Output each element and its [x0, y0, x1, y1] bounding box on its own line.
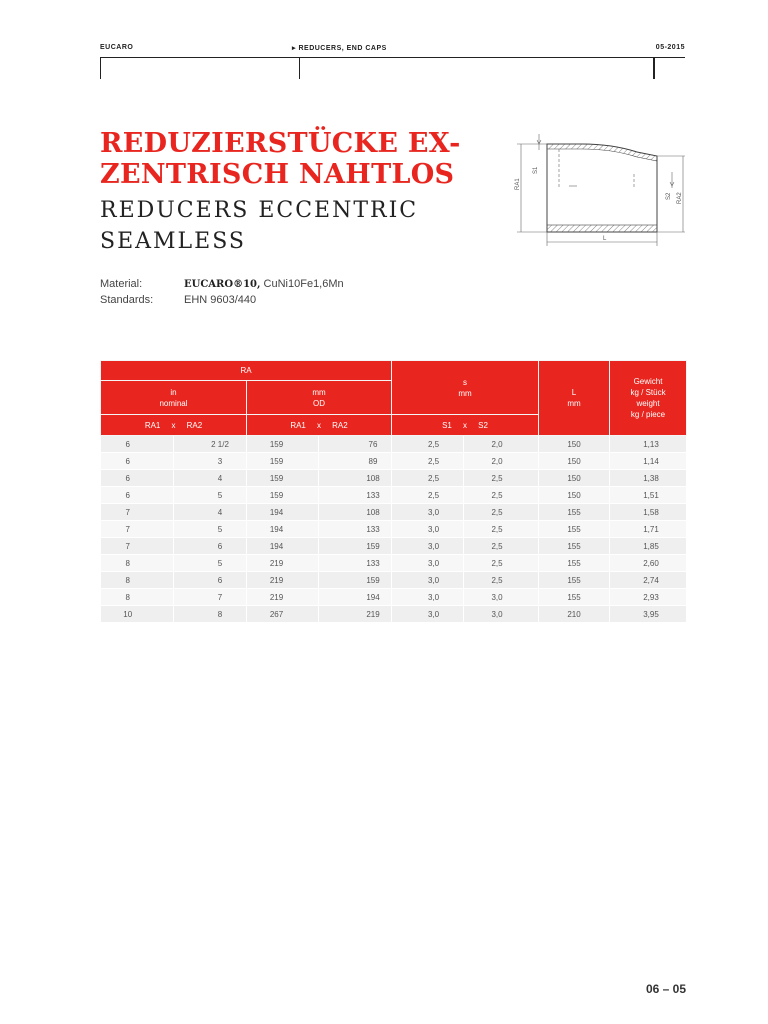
- cell-length: 155: [539, 504, 610, 521]
- cell-s2: 2,0: [464, 453, 539, 470]
- header-date: 05-2015: [655, 44, 685, 51]
- title-german: [100, 128, 461, 190]
- cell-s2: 2,5: [464, 470, 539, 487]
- title-german-line2: ZENTRISCH NAHTLOS: [100, 159, 455, 190]
- cell-weight: 1,13: [610, 436, 687, 453]
- cell-ra1-mm: 194: [247, 504, 319, 521]
- cell-length: 150: [539, 487, 610, 504]
- cell-s2: 2,5: [464, 538, 539, 555]
- cell-ra2-inch: 8: [174, 606, 247, 623]
- spec-table-body: [101, 436, 687, 623]
- cell-s2: 3,0: [464, 589, 539, 606]
- header-l-line2: mm: [567, 399, 581, 408]
- material-brand: EUCARO®10,: [184, 279, 261, 290]
- cell-ra2-mm: 194: [319, 589, 392, 606]
- reducer-spec-table: [100, 360, 687, 623]
- cell-s1: 2,5: [392, 487, 464, 504]
- material-value: CuNi10Fe1,6Mn: [263, 278, 344, 290]
- cell-ra2-inch: 7: [174, 589, 247, 606]
- cell-ra1-inch: 8: [101, 589, 174, 606]
- cell-ra2-mm: 108: [319, 470, 392, 487]
- header-tick-right: [653, 57, 655, 79]
- subheader-s: [392, 415, 539, 436]
- cell-ra2-inch: 5: [174, 487, 247, 504]
- cell-length: 155: [539, 572, 610, 589]
- reducer-technical-drawing: [507, 128, 693, 250]
- cell-ra2-mm: 133: [319, 555, 392, 572]
- cell-s1: 2,5: [392, 453, 464, 470]
- table-row: [101, 589, 687, 606]
- table-row: [101, 453, 687, 470]
- triangle-bullet-icon: ▸: [292, 45, 297, 52]
- cell-ra1-inch: 6: [101, 470, 174, 487]
- subheader-in-ra: [101, 415, 247, 436]
- header-in-line1: in: [170, 387, 177, 397]
- table-row: [101, 436, 687, 453]
- cell-length: 155: [539, 589, 610, 606]
- cell-ra1-mm: 267: [247, 606, 319, 623]
- cell-s2: 2,5: [464, 555, 539, 572]
- cell-s2: 2,0: [464, 436, 539, 453]
- subheader-ra2: RA2: [186, 420, 203, 430]
- cell-ra2-mm: 108: [319, 504, 392, 521]
- subheader-x: x: [463, 420, 467, 430]
- cell-length: 155: [539, 521, 610, 538]
- subheader-s1: S1: [442, 420, 452, 430]
- label-s1: S1: [533, 166, 539, 174]
- cell-weight: 1,14: [610, 453, 687, 470]
- cell-s1: 3,0: [392, 572, 464, 589]
- cell-ra2-inch: 5: [174, 521, 247, 538]
- cell-ra2-inch: 2 1/2: [174, 436, 247, 453]
- cell-ra1-inch: 7: [101, 538, 174, 555]
- subheader-s2: S2: [478, 420, 488, 430]
- cell-s2: 2,5: [464, 487, 539, 504]
- cell-ra1-mm: 219: [247, 572, 319, 589]
- cell-s1: 2,5: [392, 436, 464, 453]
- standards-line: [100, 294, 256, 306]
- label-ra1: RA1: [515, 178, 521, 190]
- header-s-line1: s: [463, 377, 467, 387]
- cell-ra1-inch: 6: [101, 453, 174, 470]
- standards-value: EHN 9603/440: [184, 294, 257, 306]
- header-brand: EUCARO: [100, 44, 134, 51]
- cell-ra2-mm: 159: [319, 572, 392, 589]
- table-row: [101, 504, 687, 521]
- header-section: [292, 44, 387, 52]
- label-s2: S2: [666, 192, 672, 200]
- cell-s2: 2,5: [464, 572, 539, 589]
- header-ra: RA: [101, 361, 392, 381]
- cell-s1: 3,0: [392, 521, 464, 538]
- table-row: [101, 555, 687, 572]
- cell-s1: 3,0: [392, 538, 464, 555]
- cell-ra1-inch: 7: [101, 504, 174, 521]
- cell-weight: 1,38: [610, 470, 687, 487]
- table-row: [101, 606, 687, 623]
- cell-s1: 3,0: [392, 606, 464, 623]
- header-rule: [100, 57, 685, 58]
- cell-length: 150: [539, 453, 610, 470]
- cell-ra1-inch: 8: [101, 555, 174, 572]
- cell-ra1-inch: 6: [101, 436, 174, 453]
- cell-weight: 1,58: [610, 504, 687, 521]
- cell-ra2-mm: 76: [319, 436, 392, 453]
- cell-s1: 3,0: [392, 504, 464, 521]
- cell-ra2-inch: 4: [174, 470, 247, 487]
- standards-label: Standards:: [100, 294, 154, 306]
- title-english: [100, 195, 418, 257]
- table-row: [101, 521, 687, 538]
- table-row: [101, 572, 687, 589]
- title-english-line1: REDUCERS ECCENTRIC: [100, 198, 419, 223]
- cell-weight: 2,60: [610, 555, 687, 572]
- cell-s1: 2,5: [392, 470, 464, 487]
- cell-ra2-inch: 3: [174, 453, 247, 470]
- cell-ra1-inch: 7: [101, 521, 174, 538]
- cell-ra2-mm: 159: [319, 538, 392, 555]
- cell-length: 150: [539, 470, 610, 487]
- cell-s2: 3,0: [464, 606, 539, 623]
- header-tick-left: [100, 57, 101, 79]
- cell-ra1-mm: 194: [247, 538, 319, 555]
- subheader-ra1: RA1: [290, 420, 306, 430]
- cell-ra1-mm: 219: [247, 589, 319, 606]
- cell-ra2-mm: 133: [319, 487, 392, 504]
- cell-weight: 3,95: [610, 606, 687, 623]
- material-label: Material:: [100, 278, 143, 290]
- subheader-ra1: RA1: [144, 420, 161, 430]
- cell-ra1-mm: 159: [247, 470, 319, 487]
- cell-s1: 3,0: [392, 555, 464, 572]
- cell-ra1-inch: 10: [101, 606, 174, 623]
- cell-ra2-mm: 133: [319, 521, 392, 538]
- cell-length: 155: [539, 538, 610, 555]
- subheader-x: x: [317, 420, 321, 430]
- cell-length: 155: [539, 555, 610, 572]
- cell-ra1-mm: 219: [247, 555, 319, 572]
- cell-ra2-mm: 89: [319, 453, 392, 470]
- table-row: [101, 538, 687, 555]
- cell-ra2-inch: 5: [174, 555, 247, 572]
- page-number: 06 – 05: [645, 982, 686, 996]
- header-weight-line2: kg / Stück: [630, 388, 666, 397]
- table-row: [101, 487, 687, 504]
- cell-ra1-inch: 6: [101, 487, 174, 504]
- table-row: [101, 470, 687, 487]
- cell-ra2-inch: 6: [174, 538, 247, 555]
- title-german-line1: REDUZIERSTÜCKE EX-: [100, 128, 461, 159]
- cell-weight: 1,51: [610, 487, 687, 504]
- cell-s2: 2,5: [464, 504, 539, 521]
- header-in-line2: nominal: [159, 398, 188, 408]
- cell-length: 210: [539, 606, 610, 623]
- subheader-x: x: [171, 420, 176, 430]
- cell-ra1-mm: 159: [247, 487, 319, 504]
- header-mm-line2: OD: [313, 398, 325, 408]
- cell-ra1-mm: 159: [247, 453, 319, 470]
- header-weight-line1: Gewicht: [633, 377, 663, 386]
- cell-ra2-inch: 4: [174, 504, 247, 521]
- header-l-line1: L: [571, 388, 577, 397]
- label-l: L: [603, 236, 607, 242]
- header-section-label: REDUCERS, END CAPS: [298, 45, 387, 52]
- header-mm-od: [247, 381, 392, 415]
- cell-ra2-mm: 219: [319, 606, 392, 623]
- cell-ra1-mm: 194: [247, 521, 319, 538]
- header-weight: [610, 361, 687, 436]
- cell-ra1-inch: 8: [101, 572, 174, 589]
- cell-ra1-mm: 159: [247, 436, 319, 453]
- cell-s2: 2,5: [464, 521, 539, 538]
- header-s-line2: mm: [458, 388, 472, 398]
- header-mm-line1: mm: [312, 387, 326, 397]
- subheader-mm-ra: [247, 415, 392, 436]
- header-in-nominal: [101, 381, 247, 415]
- header-weight-line3: weight: [636, 399, 660, 408]
- title-english-line2: SEAMLESS: [100, 229, 246, 254]
- header-tick-middle: [299, 57, 300, 79]
- header-s: [392, 361, 539, 415]
- header-l: [539, 361, 610, 436]
- label-ra2: RA2: [677, 192, 683, 204]
- subheader-ra2: RA2: [332, 420, 348, 430]
- cell-weight: 2,74: [610, 572, 687, 589]
- cell-weight: 1,85: [610, 538, 687, 555]
- cell-length: 150: [539, 436, 610, 453]
- material-line: [100, 278, 344, 290]
- header-weight-line4: kg / piece: [630, 410, 666, 419]
- cell-weight: 1,71: [610, 521, 687, 538]
- cell-s1: 3,0: [392, 589, 464, 606]
- cell-weight: 2,93: [610, 589, 687, 606]
- cell-ra2-inch: 6: [174, 572, 247, 589]
